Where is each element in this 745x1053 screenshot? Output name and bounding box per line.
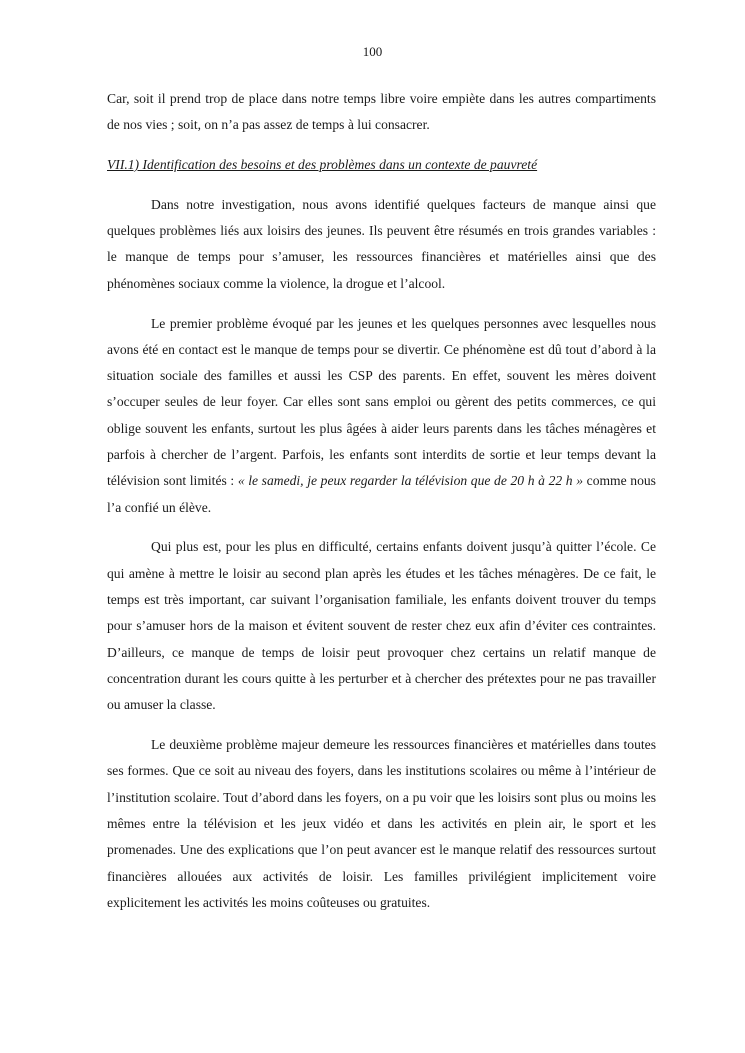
paragraph-2-text-end: comme nous l’a confié un élève. <box>107 473 656 515</box>
paragraph-3: Qui plus est, pour les plus en difficulté, certains enfants doivent jusqu’à quitter l’école. Ce qui amène à mettre le loisir au second plan après les études et les tâches ménagères. De ce fait, le temps est très important, car suivant l’organisation familiale, les enfants doivent trouver du temps pour s’amuser hors de la maison et évitent souvent de rester chez eux afin d’éviter ces contraintes. D’ailleurs, ce manque de temps de loisir peut provoquer chez certains un relatif manque de concentration durant les cours quitte à les perturber et à chercher des prétextes pour ne pas travailler ou amuser la classe. <box>107 539 656 713</box>
paragraph-2 <box>107 311 656 521</box>
paragraph-continuation: Car, soit il prend trop de place dans notre temps libre voire empiète dans les autres compartiments de nos vies ; soit, on n’a pas assez de temps à lui consacrer. <box>107 91 656 133</box>
document-body <box>107 86 656 930</box>
paragraph-1: Dans notre investigation, nous avons identifié quelques facteurs de manque ainsi que quelques problèmes liés aux loisirs des jeunes. Ils peuvent être résumés en trois grandes variables : le manque de temps pour s’amuser, les ressources financières et matérielles ainsi que des phénomènes sociaux comme la violence, la drogue et l’alcool. <box>107 196 656 291</box>
page-number: 100 <box>362 44 383 59</box>
paragraph-2-text: Le premier problème évoqué par les jeunes et les quelques personnes avec lesquelles nous avons été en contact est le manque de temps pour se divertir. Ce phénomène est dû tout d’abord à la situation sociale des familles et aussi les CSP des parents. En effet, souvent les mères doivent s’occuper seules de leur foyer. Car elles sont sans emploi ou gèrent des petits commerces, ce qui oblige souvent les enfants, surtout les plus âgées à aider leurs parents dans les tâches ménagères et parfois à chercher de l’argent. Parfois, les enfants sont interdits de sortie et leur temps devant la télévision sont limités : <box>107 315 656 489</box>
student-quote: « le samedi, je peux regarder la télévision que de 20 h à 22 h » <box>237 473 584 489</box>
section-heading: VII.1) Identification des besoins et des problèmes dans un contexte de pauvreté <box>107 157 538 173</box>
paragraph-4: Le deuxième problème majeur demeure les ressources financières et matérielles dans toutes ses formes. Que ce soit au niveau des foyers, dans les institutions scolaires ou même à l’intérieur de l’institution scolaire. Tout d’abord dans les foyers, on a pu voir que les loisirs sont plus ou moins les mêmes entre la télévision et les jeux vidéo et dans les activités en plein air, le sport et les promenades. Une des explications que l’on peut avancer est le manque relatif des ressources surtout financières allouées aux activités de loisir. Les familles privilégient implicitement voire explicitement les activités les moins coûteuses ou gratuites. <box>107 737 656 910</box>
